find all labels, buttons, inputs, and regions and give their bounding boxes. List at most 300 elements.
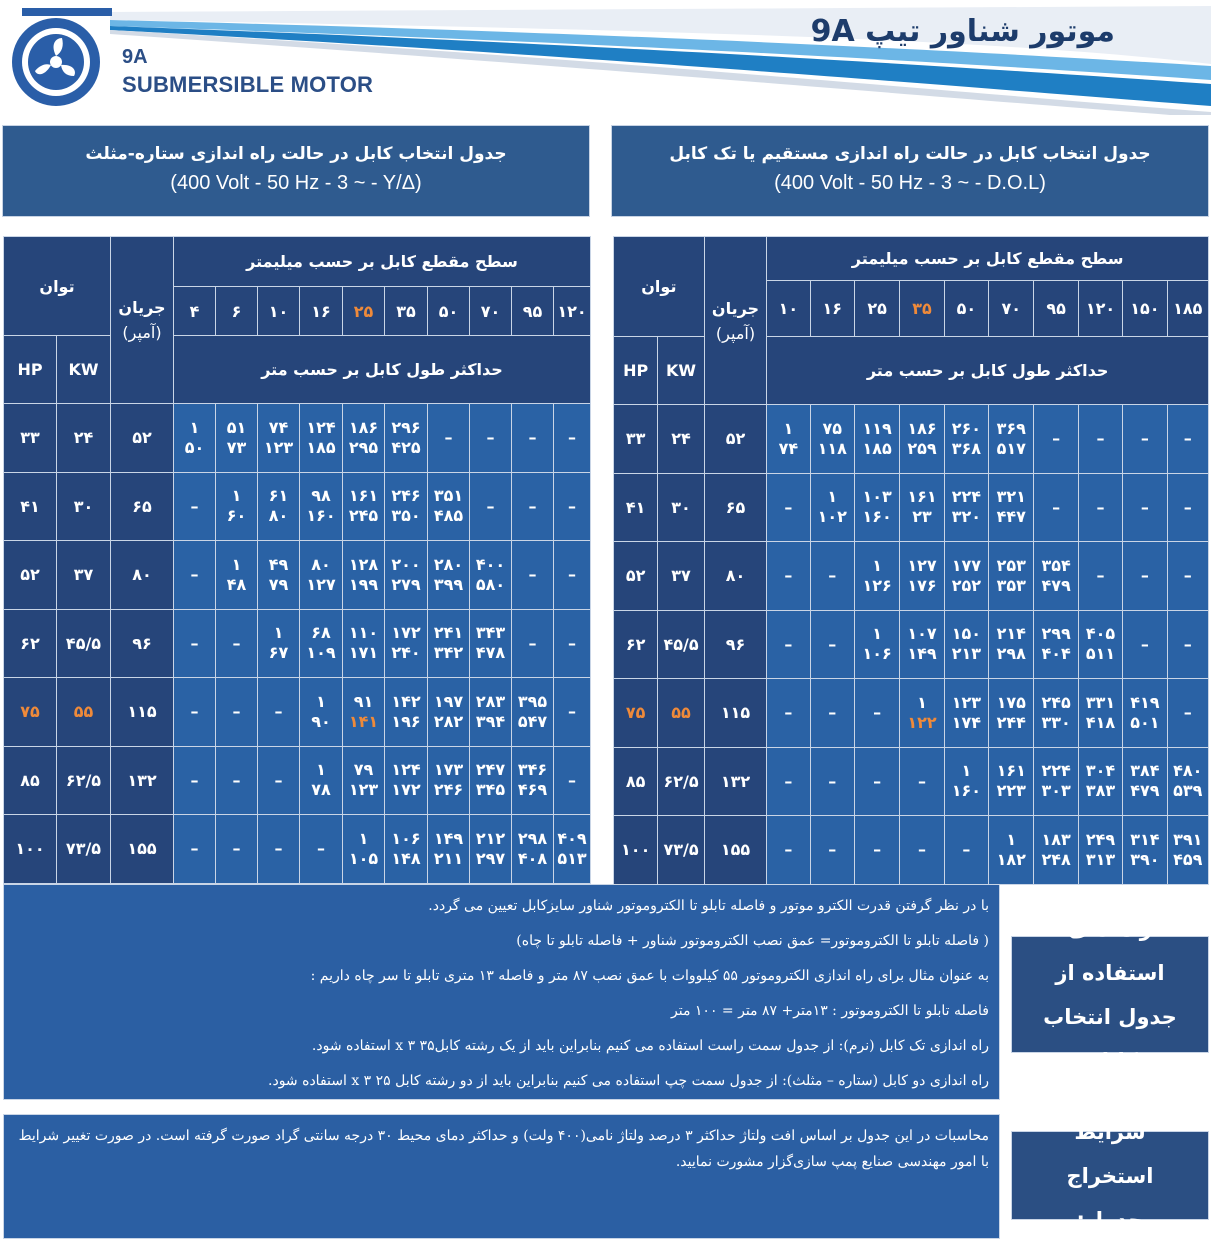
cable-size-header: ۲۵ [854, 281, 899, 337]
length-min: ۳۴۶ [517, 760, 548, 780]
kw-header: KW [658, 337, 704, 405]
length-max: ۱۷۲ [391, 780, 421, 800]
hp-header: HP [4, 336, 57, 404]
conditions-text-box [3, 1114, 1000, 1239]
length-cell [1123, 542, 1167, 611]
length-none: – [784, 840, 793, 860]
length-cell [1167, 610, 1208, 679]
length-min: ۱ [872, 555, 883, 575]
kw-cell: ۶۲/۵ [57, 746, 111, 815]
length-none: – [190, 702, 199, 722]
length-min: ۱۵۰ [951, 624, 982, 644]
length-cell [854, 473, 899, 542]
length-cell [1123, 405, 1167, 474]
length-none: – [828, 634, 837, 654]
length-max: ۳۳۰ [1041, 712, 1071, 732]
right-panel-subtitle: (400 Volt - 50 Hz - 3 ~ - D.O.L) [774, 172, 1046, 194]
length-min: ۱۲۴ [306, 417, 336, 437]
brand-name: SUBMERSIBLE MOTOR [122, 72, 374, 97]
length-cell [1123, 610, 1167, 679]
length-max: ۹۰ [311, 711, 331, 731]
kw-cell: ۲۴ [658, 405, 704, 474]
length-cell [810, 747, 854, 816]
length-max: ۲۵۲ [951, 575, 982, 595]
length-cell [1034, 816, 1078, 885]
length-cell [216, 541, 258, 610]
left-panel-title: جدول انتخاب کابل در حالت راه اندازی ستاره-مثلث [85, 144, 507, 164]
length-max: ۳۹۹ [433, 574, 464, 594]
length-none: – [190, 770, 199, 790]
length-none: – [828, 566, 837, 586]
length-none: – [232, 839, 241, 859]
length-min: ۲۸۳ [475, 691, 506, 711]
length-cell [343, 404, 385, 473]
length-min: ۱۸۶ [907, 418, 937, 438]
length-cell [258, 541, 300, 610]
length-cell [216, 746, 258, 815]
length-none: – [528, 565, 537, 585]
length-cell [554, 404, 591, 473]
length-cell [900, 816, 944, 885]
length-none: – [274, 770, 283, 790]
current-cell: ۱۵۵ [704, 816, 767, 885]
length-max: ۲۴۸ [1041, 849, 1071, 869]
length-max: ۲۴۶ [433, 780, 464, 800]
length-none: – [1052, 497, 1061, 517]
length-min: ۱۰۳ [862, 487, 892, 507]
length-cell [385, 609, 428, 678]
guide-line: راه اندازی تک کابل (نرم): از جدول سمت راست استفاده می کنیم بنابراین باید از یک رشته کابل۳۵ x ۳ استفاده شود. [311, 1038, 989, 1054]
length-cell [854, 679, 899, 748]
length-min: ۳۰۴ [1085, 761, 1116, 781]
length-max: ۴۷۹ [1041, 575, 1071, 595]
length-cell [900, 747, 944, 816]
cable-size-header: ۱۶ [300, 287, 343, 336]
length-cell [1123, 679, 1167, 748]
length-max: ۳۱۳ [1085, 849, 1116, 869]
length-none: – [918, 840, 927, 860]
length-max: ۷۴ [778, 438, 799, 458]
length-cell [174, 404, 216, 473]
length-max: ۵۰۱ [1130, 712, 1160, 732]
length-max: ۱۰۵ [348, 848, 379, 868]
length-max: ۱۸۵ [862, 438, 892, 458]
length-cell [300, 541, 343, 610]
table-row [4, 815, 591, 884]
length-min: ۳۴۳ [475, 623, 506, 643]
length-min: ۱۲۴ [391, 760, 421, 780]
cable-size-header: ۳۵ [900, 281, 944, 337]
length-none: – [873, 703, 882, 723]
length-min: ۴۰۵ [1085, 624, 1116, 644]
length-min: ۳۲۱ [996, 487, 1026, 507]
length-max: ۵۳۹ [1173, 781, 1203, 801]
length-cell [512, 678, 554, 747]
length-cell [343, 609, 385, 678]
length-min: ۲۴۵ [1041, 692, 1071, 712]
length-max: ۷۳ [226, 437, 247, 457]
length-cell [300, 815, 343, 884]
length-max: ۶۰ [226, 506, 247, 526]
length-max: ۵۴۷ [517, 711, 548, 731]
length-min: ۱ [273, 623, 284, 643]
length-min: ۳۶۹ [996, 418, 1026, 438]
length-cell [216, 678, 258, 747]
length-cell [1034, 747, 1078, 816]
length-cell [1078, 816, 1122, 885]
length-none: – [528, 428, 537, 448]
length-cell [1034, 679, 1078, 748]
length-cell [944, 679, 988, 748]
length-none: – [784, 566, 793, 586]
length-none: – [317, 839, 325, 859]
length-cell [989, 816, 1034, 885]
hp-cell: ۷۵ [614, 679, 658, 748]
length-cell [343, 746, 385, 815]
length-min: ۱۸۳ [1041, 829, 1071, 849]
cable-size-header: ۱۶ [810, 281, 854, 337]
length-none: – [232, 702, 241, 722]
length-min: ۱ [827, 487, 838, 507]
length-min: ۱ [961, 761, 972, 781]
length-cell [470, 746, 512, 815]
hp-cell: ۴۱ [4, 472, 57, 541]
guide-line: به عنوان مثال برای راه اندازی الکتروموتور ۵۵ کیلووات با عمق نصب ۸۷ متر و فاصله ۱۳ متری تابلو تا سر چاه داریم : [310, 968, 989, 984]
length-cell [1034, 542, 1078, 611]
length-cell [258, 815, 300, 884]
length-cell [854, 747, 899, 816]
length-max: ۵۱۷ [996, 438, 1026, 458]
current-cell: ۱۳۲ [111, 746, 174, 815]
length-min: ۱۶۱ [907, 487, 937, 507]
cable-size-header: ۵۰ [428, 287, 470, 336]
table-row [4, 472, 591, 541]
length-min: ۲۴۶ [391, 486, 421, 506]
length-cell [944, 542, 988, 611]
length-min: ۳۵۴ [1041, 555, 1071, 575]
current-header [111, 237, 174, 404]
length-max: ۱۰۹ [306, 643, 336, 663]
length-max: ۴۰۸ [517, 848, 548, 868]
length-cell [854, 610, 899, 679]
guide-lines [14, 889, 989, 1099]
length-none: – [190, 496, 199, 516]
length-none: – [190, 839, 199, 859]
length-cell [767, 473, 810, 542]
length-none: – [568, 633, 576, 653]
length-cell [1078, 747, 1122, 816]
length-max: ۲۹۸ [996, 644, 1026, 664]
table-row [614, 405, 1209, 474]
length-none: – [568, 496, 576, 516]
length-min: ۷۵ [822, 418, 843, 438]
length-min: ۱۴۹ [433, 828, 464, 848]
length-min: ۱ [231, 486, 242, 506]
length-cell [174, 609, 216, 678]
length-cell [385, 404, 428, 473]
length-cell [900, 473, 944, 542]
length-cell [1078, 610, 1122, 679]
length-max: ۳۲۰ [951, 507, 982, 527]
length-max: ۱۲۲ [907, 712, 937, 732]
power-header: توان [4, 237, 111, 336]
length-max: ۱۲۷ [306, 574, 336, 594]
length-cell [174, 815, 216, 884]
length-none: – [1096, 429, 1105, 449]
length-none: – [568, 702, 576, 722]
length-min: ۸۰ [311, 554, 331, 574]
length-cell [810, 816, 854, 885]
hp-cell: ۱۰۰ [614, 816, 658, 885]
length-max: ۱۲۳ [263, 437, 294, 457]
length-cell [854, 542, 899, 611]
length-none: – [274, 702, 283, 722]
table-row [614, 816, 1209, 885]
length-cell [1167, 473, 1208, 542]
length-min: ۲۴۹ [1085, 829, 1116, 849]
length-max: ۱۰۲ [817, 507, 847, 527]
length-cell [258, 746, 300, 815]
current-cell: ۶۵ [111, 472, 174, 541]
length-cell [512, 609, 554, 678]
guide-label-box [1011, 916, 1209, 1073]
length-max: ۲۸۲ [433, 711, 464, 731]
length-none: – [1183, 566, 1192, 586]
length-none: – [784, 497, 793, 517]
length-min: ۲۹۸ [517, 828, 548, 848]
length-none: – [568, 428, 576, 448]
length-min: ۲۸۰ [433, 554, 464, 574]
length-max: ۷۸ [311, 780, 331, 800]
hp-cell: ۴۱ [614, 473, 658, 542]
length-cell [470, 472, 512, 541]
current-unit: (آمپر) [715, 323, 756, 343]
length-none: – [190, 565, 199, 585]
length-max: ۴۷۹ [1130, 781, 1160, 801]
length-cell [1034, 473, 1078, 542]
hp-cell: ۳۳ [4, 404, 57, 473]
length-max: ۴۲۵ [391, 437, 421, 457]
length-cell [1167, 816, 1208, 885]
current-cell: ۱۳۲ [704, 747, 767, 816]
kw-cell: ۶۲/۵ [658, 747, 704, 816]
left-cable-table [3, 236, 591, 884]
kw-header: KW [57, 336, 111, 404]
length-none: – [828, 771, 837, 791]
length-max: ۱۶۰ [951, 781, 982, 801]
guide-line: ( فاصله تابلو تا الکتروموتور= عمق نصب الکتروموتور شناور + فاصله تابلو تا چاه) [516, 933, 989, 949]
hp-cell: ۶۲ [4, 609, 57, 678]
length-min: ۴۹ [268, 554, 289, 574]
cable-size-header: ۱۲۰ [1078, 281, 1122, 337]
current-cell: ۸۰ [111, 541, 174, 610]
length-none: – [568, 565, 576, 585]
length-max: ۴۴۷ [996, 507, 1026, 527]
length-min: ۳۱۴ [1130, 829, 1160, 849]
length-none: – [1140, 497, 1149, 517]
length-cell [900, 542, 944, 611]
length-cell [1034, 610, 1078, 679]
kw-cell: ۳۰ [57, 472, 111, 541]
length-none: – [190, 633, 199, 653]
table-row [4, 609, 591, 678]
length-cell [944, 747, 988, 816]
kw-cell: ۲۴ [57, 404, 111, 473]
cross-section-header: سطح مقطع کابل بر حسب میلیمتر [767, 237, 1209, 281]
length-cell [554, 678, 591, 747]
length-cell [854, 816, 899, 885]
length-cell [1078, 405, 1122, 474]
length-min: ۴۰۰ [475, 554, 506, 574]
length-min: ۱ [1006, 829, 1017, 849]
hp-cell: ۵۲ [614, 542, 658, 611]
length-cell [767, 816, 810, 885]
length-min: ۱۷۷ [951, 555, 982, 575]
guide-line: با در نظر گرفتن قدرت الکترو موتور و فاصله تابلو تا الکتروموتور شناور سایزکابل تعیین می گردد. [428, 898, 989, 914]
length-max: ۳۸۳ [1085, 781, 1116, 801]
length-cell [216, 472, 258, 541]
length-cell [470, 541, 512, 610]
length-max: ۴۸ [226, 574, 247, 594]
cable-size-header: ۱۰ [258, 287, 300, 336]
length-none: – [1183, 703, 1192, 723]
length-cell [385, 815, 428, 884]
length-cell [300, 404, 343, 473]
length-cell [900, 405, 944, 474]
length-cell [428, 404, 470, 473]
length-max: ۲۹۷ [475, 848, 506, 868]
length-cell [1034, 405, 1078, 474]
hp-cell: ۷۵ [4, 678, 57, 747]
length-min: ۳۹۵ [517, 691, 548, 711]
length-min: ۱۰۶ [391, 828, 421, 848]
length-none: – [1183, 429, 1192, 449]
hp-cell: ۸۵ [4, 746, 57, 815]
length-max: ۳۴۲ [433, 643, 464, 663]
length-min: ۳۳۱ [1085, 692, 1116, 712]
length-cell [554, 472, 591, 541]
length-cell [767, 405, 810, 474]
length-min: ۱۸۶ [348, 417, 379, 437]
length-max: ۵۱۳ [557, 848, 587, 868]
length-cell [1123, 473, 1167, 542]
length-max: ۱۰۶ [862, 644, 892, 664]
length-cell [300, 746, 343, 815]
length-min: ۱ [358, 828, 369, 848]
length-cell [1167, 405, 1208, 474]
length-cell [900, 679, 944, 748]
length-cell [343, 541, 385, 610]
length-cell [512, 472, 554, 541]
length-max: ۴۷۸ [475, 643, 506, 663]
length-none: – [784, 703, 793, 723]
length-cell [300, 472, 343, 541]
length-cell [767, 679, 810, 748]
length-cell [512, 815, 554, 884]
length-max: ۱۲۳ [348, 780, 379, 800]
left-panel-header [2, 125, 590, 217]
length-max: ۳۶۸ [951, 438, 982, 458]
current-unit: (آمپر) [122, 323, 162, 342]
length-max: ۷۹ [268, 574, 289, 594]
length-none: – [528, 496, 537, 516]
table-row [4, 404, 591, 473]
length-cell [767, 610, 810, 679]
length-cell [554, 815, 591, 884]
length-min: ۲۹۶ [391, 417, 421, 437]
length-cell [1078, 679, 1122, 748]
length-max: ۲۴۰ [391, 643, 421, 663]
length-cell [428, 815, 470, 884]
length-min: ۶۱ [268, 486, 289, 506]
length-max: ۱۹۶ [391, 711, 421, 731]
length-cell [470, 815, 512, 884]
kw-cell: ۴۵/۵ [658, 610, 704, 679]
length-cell [989, 542, 1034, 611]
table-row [614, 747, 1209, 816]
table-row [4, 746, 591, 815]
current-cell: ۱۵۵ [111, 815, 174, 884]
length-min: ۳۸۴ [1130, 761, 1160, 781]
length-min: ۵۱ [226, 417, 247, 437]
length-max: ۳۵۰ [391, 506, 421, 526]
length-cell [989, 610, 1034, 679]
length-min: ۱۴۲ [391, 691, 421, 711]
length-none: – [1052, 429, 1061, 449]
length-max: ۲۴۵ [348, 506, 379, 526]
kw-cell: ۵۵ [658, 679, 704, 748]
length-min: ۱ [917, 692, 927, 712]
length-min: ۲۱۲ [475, 828, 506, 848]
length-max: ۲۱۳ [951, 644, 982, 664]
current-cell: ۵۲ [704, 405, 767, 474]
cable-size-header: ۳۵ [385, 287, 428, 336]
cable-size-header: ۹۵ [512, 287, 554, 336]
length-min: ۷۴ [268, 417, 289, 437]
length-min: ۱ [316, 760, 326, 780]
length-max: ۱۱۸ [817, 438, 847, 458]
length-cell [767, 747, 810, 816]
length-cell [554, 541, 591, 610]
length-min: ۲۱۴ [996, 624, 1026, 644]
length-max: ۲۵۹ [907, 438, 937, 458]
length-cell [216, 815, 258, 884]
cable-size-header: ۱۸۵ [1167, 281, 1208, 337]
length-cell [944, 610, 988, 679]
length-cell [385, 746, 428, 815]
length-cell [810, 542, 854, 611]
length-cell [428, 472, 470, 541]
table-row [614, 610, 1209, 679]
length-max: ۱۷۶ [907, 575, 937, 595]
cable-size-header: ۹۵ [1034, 281, 1078, 337]
cable-size-header: ۴ [174, 287, 216, 336]
length-cell [300, 678, 343, 747]
length-max: ۴۶۹ [517, 780, 548, 800]
length-cell [343, 472, 385, 541]
length-cell [989, 405, 1034, 474]
length-none: – [784, 634, 793, 654]
length-max: ۱۴۱ [348, 711, 379, 731]
length-cell [216, 404, 258, 473]
length-min: ۲۵۳ [996, 555, 1026, 575]
length-cell [1167, 542, 1208, 611]
length-max: ۶۷ [268, 643, 289, 663]
length-max: ۱۸۲ [996, 849, 1026, 869]
length-cell [174, 746, 216, 815]
page-title: موتور شناور تیپ 9A [810, 14, 1115, 49]
length-none: – [1183, 497, 1192, 517]
